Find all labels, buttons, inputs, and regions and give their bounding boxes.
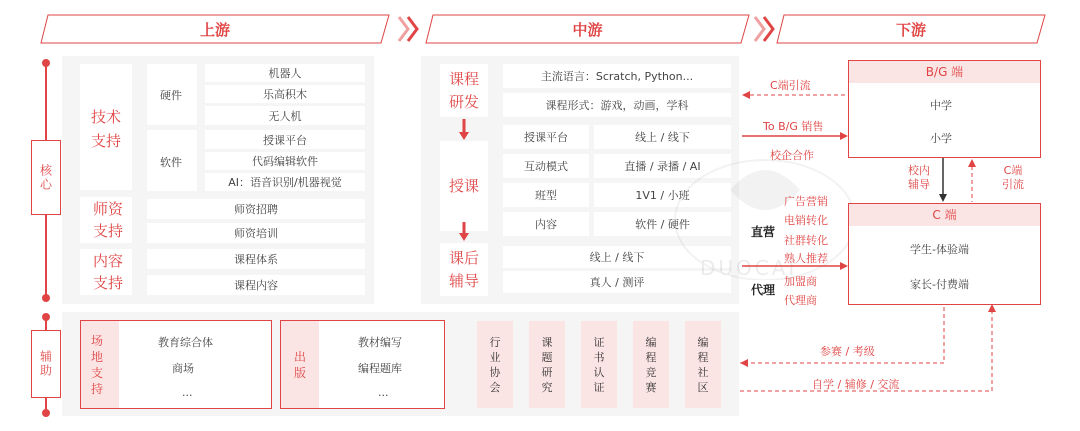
content-item: 课程内容 — [147, 275, 365, 295]
teaching-value: 线上 / 线下 — [594, 125, 731, 149]
direct-item: 广告营销 — [784, 195, 828, 208]
c-title: C 端 — [849, 204, 1040, 226]
timeline-dot — [42, 59, 50, 67]
org-text: 课题研究 — [541, 335, 553, 394]
arrow-right-solid — [742, 261, 848, 271]
c-item: 家长-付费端 — [910, 278, 969, 291]
software-label: 软件 — [160, 156, 182, 169]
chevron-right-icon — [752, 14, 778, 44]
agent-label: 代理 — [751, 283, 776, 297]
teacher-item: 师资招聘 — [147, 199, 365, 219]
to-bg-sales-label: To B/G 销售 — [763, 120, 824, 133]
core-label: 核心 — [31, 140, 61, 215]
publish-item: 教材编写 — [358, 336, 402, 349]
agent-item: 代理商 — [784, 294, 817, 307]
after-class-label: 课后辅导 — [448, 249, 479, 290]
bg-item: 小学 — [930, 132, 952, 145]
publish-item: ... — [378, 386, 389, 399]
course-dev-item: 课程形式：游戏，动画，学科 — [503, 93, 731, 117]
bg-item: 中学 — [930, 99, 952, 112]
arrow-left-dashed — [742, 90, 846, 100]
software-item: 代码编辑软件 — [205, 152, 365, 170]
header-midstream-label: 中游 — [572, 21, 603, 39]
arrow-down-icon — [458, 222, 470, 242]
arrow-down-icon — [938, 158, 948, 203]
content-item: 课程体系 — [147, 249, 365, 269]
course-dev-item: 主流语言：Scratch, Python... — [503, 64, 731, 88]
direct-item: 熟人推荐 — [784, 252, 828, 265]
c-lead-label-2: C端引流 — [1002, 164, 1024, 191]
software-item: 授课平台 — [205, 130, 365, 149]
after-class-item: 真人 / 测评 — [503, 271, 731, 293]
school-coop-label: 校企合作 — [770, 149, 814, 162]
c-item: 学生-体验端 — [910, 243, 969, 256]
agent-item: 加盟商 — [784, 275, 817, 288]
aux-label: 辅助 — [31, 330, 61, 398]
teaching-value: 软件 / 硬件 — [594, 212, 731, 236]
org-text: 编程竞赛 — [645, 335, 657, 394]
venue-label-text: 场地支持 — [91, 333, 107, 396]
header-downstream-label: 下游 — [895, 21, 926, 39]
direct-label: 直营 — [751, 225, 776, 239]
in-school-label: 校内辅导 — [908, 164, 930, 191]
hardware-item: 机器人 — [205, 64, 365, 82]
competition-label: 参赛 / 考级 — [820, 345, 875, 358]
chevron-right-icon — [396, 14, 422, 44]
hardware-label: 硬件 — [160, 89, 182, 102]
direct-item: 电销转化 — [784, 214, 828, 227]
org-certification — [581, 321, 617, 408]
teaching-key: 内容 — [503, 212, 589, 236]
header-midstream — [425, 14, 750, 44]
venue-item: 商场 — [172, 362, 194, 375]
tech-support-label: 技术支持 — [90, 108, 121, 150]
hardware-item: 乐高积木 — [205, 85, 365, 103]
teaching-value: 直播 / 录播 / AI — [594, 154, 731, 178]
teaching-key: 班型 — [503, 183, 589, 207]
org-text: 编程社区 — [697, 335, 709, 394]
org-research — [529, 321, 565, 408]
org-text: 证书认证 — [593, 335, 605, 394]
header-downstream — [776, 14, 1046, 44]
arrow-up-dashed — [967, 158, 977, 203]
org-industry-assoc — [477, 321, 513, 408]
direct-item: 社群转化 — [784, 234, 828, 247]
header-upstream-label: 上游 — [199, 21, 230, 39]
svg-text:DUOCAI: DUOCAI — [700, 256, 798, 280]
publish-label-text: 出版 — [293, 349, 306, 380]
venue-item: 教育综合体 — [158, 336, 213, 349]
teaching-label: 授课 — [448, 177, 479, 195]
hardware-item: 无人机 — [205, 106, 365, 125]
teaching-key: 互动模式 — [503, 154, 589, 178]
bg-title: B/G 端 — [849, 61, 1040, 83]
timeline-dot — [42, 409, 50, 417]
course-dev-label: 课程研发 — [448, 70, 479, 111]
arrow-right-solid — [742, 131, 848, 141]
publish-item: 编程题库 — [358, 362, 402, 375]
org-community — [685, 321, 721, 408]
venue-item: ... — [182, 386, 193, 399]
publish-label — [281, 321, 319, 408]
teaching-key: 授课平台 — [503, 125, 589, 149]
c-lead-label: C端引流 — [770, 79, 811, 92]
teaching-value: 1V1 / 小班 — [594, 183, 731, 207]
arrow-down-icon — [458, 119, 470, 141]
teacher-item: 师资培训 — [147, 223, 365, 243]
self-study-label: 自学 / 辅修 / 交流 — [812, 378, 900, 391]
venue-label — [81, 321, 119, 408]
header-upstream — [40, 14, 390, 44]
after-class-item: 线上 / 线下 — [503, 246, 731, 268]
org-competition — [633, 321, 669, 408]
org-text: 行业协会 — [489, 335, 501, 394]
timeline-dot — [42, 294, 50, 302]
timeline-dot — [42, 313, 50, 321]
content-support-label: 内容支持 — [92, 252, 123, 292]
software-item: AI：语音识别/机器视觉 — [205, 173, 365, 191]
teacher-support-label: 师资支持 — [92, 200, 123, 240]
